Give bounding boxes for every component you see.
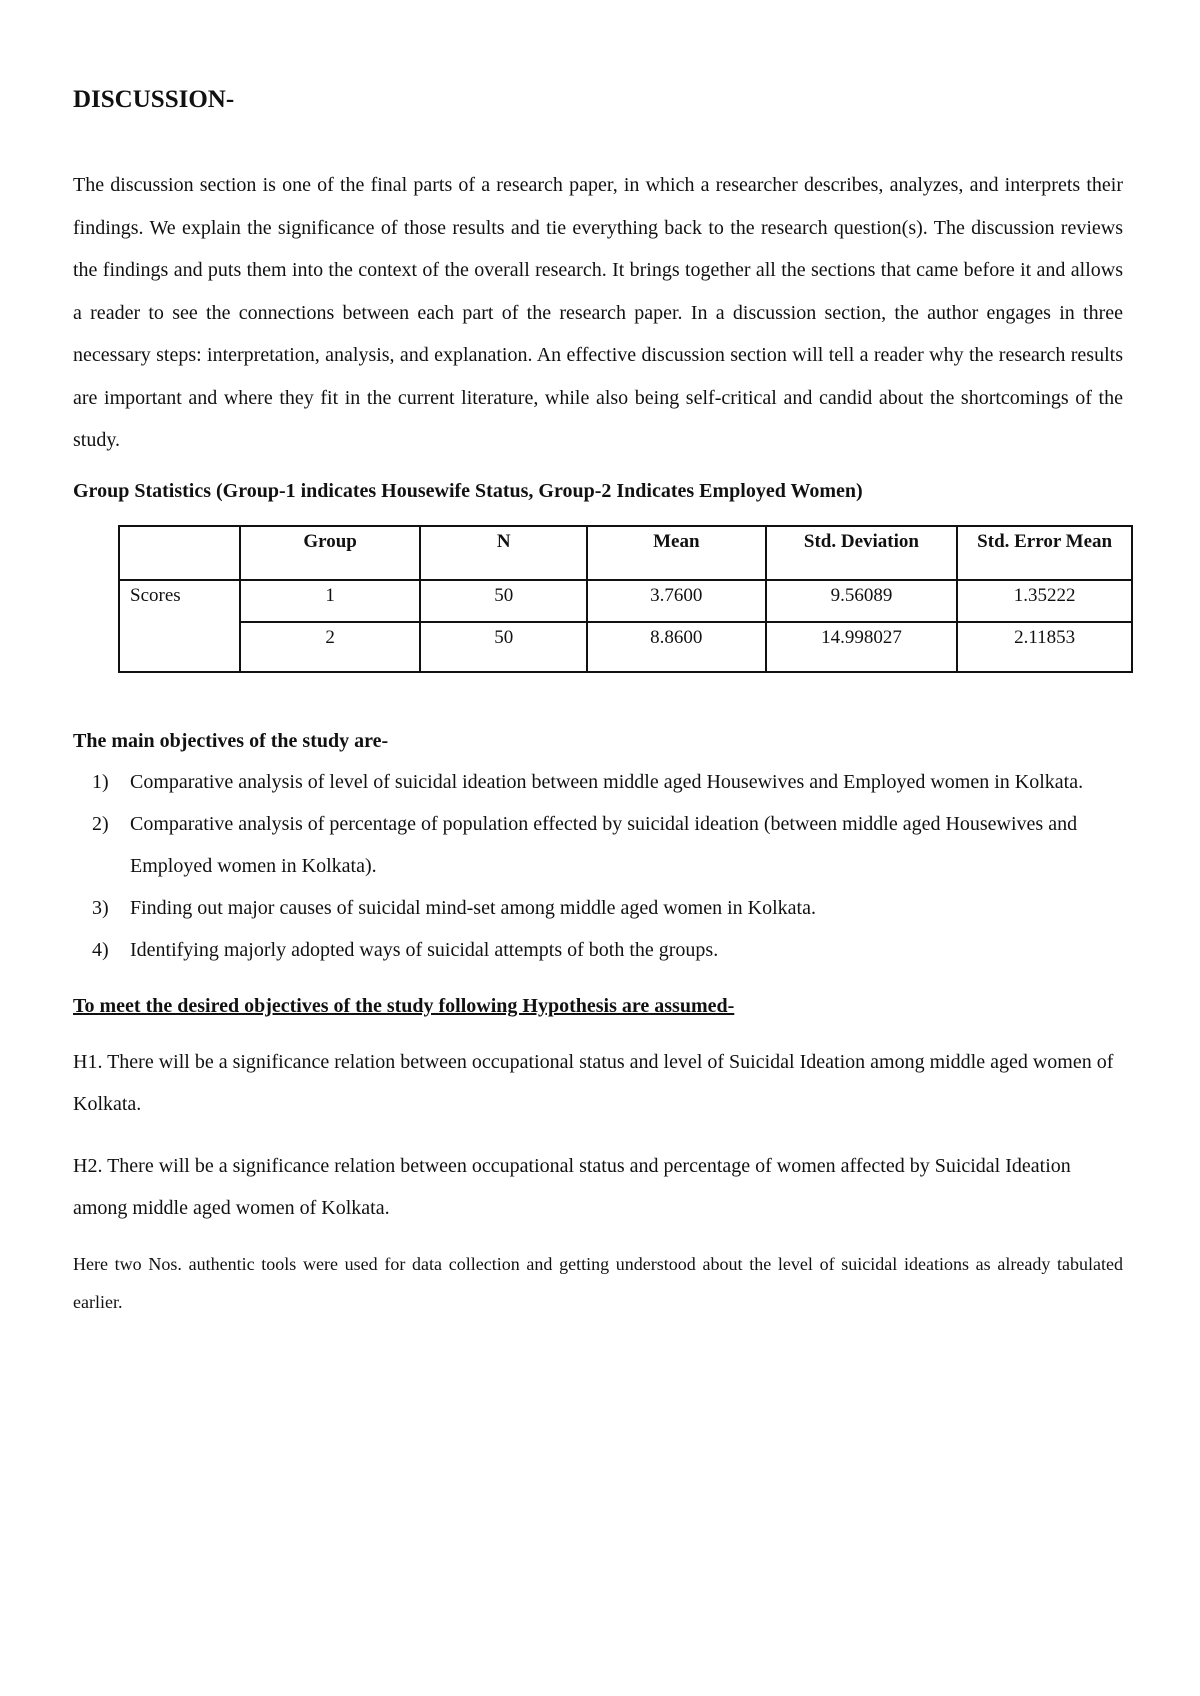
table-header-cell <box>119 526 240 580</box>
list-item-text: Finding out major causes of suicidal mind-set among middle aged women in Kolkata. <box>130 896 816 919</box>
table-cell: 1.35222 <box>957 580 1132 622</box>
table-header-cell: Std. Deviation <box>766 526 958 580</box>
list-item-text: Comparative analysis of level of suicidal ideation between middle aged Housewives and Employed women in Kolkata. <box>130 770 1084 793</box>
section-heading: DISCUSSION- <box>73 86 235 113</box>
table-header-cell: Mean <box>587 526 766 580</box>
closing-paragraph: Here two Nos. authentic tools were used for data collection and getting understood about the level of suicidal ideations as already tabulated earlier. <box>73 1253 1123 1312</box>
list-item-text: Comparative analysis of percentage of population effected by suicidal ideation (between middle aged Housewives and Employed women in Kolkata). <box>130 812 1078 877</box>
table-header-cell: N <box>420 526 587 580</box>
list-item <box>73 803 1130 887</box>
table-header-row <box>119 526 1132 580</box>
table-cell: 2.11853 <box>957 622 1132 672</box>
intro-paragraph: The discussion section is one of the final parts of a research paper, in which a researcher describes, analyzes, and interprets their findings. We explain the significance of those results and tie everything back to the research question(s). The discussion reviews the findings and puts them into the context of the overall research. It brings together all the sections that came before it and allows a reader to see the connections between each part of the research paper. In a discussion section, the author engages in three necessary steps: interpretation, analysis, and explanation. An effective discussion section will tell a reader why the research results are important and where they fit in the current literature, while also being self-critical and candid about the shortcomings of the study. <box>73 174 1123 451</box>
objectives-list <box>73 761 1123 971</box>
table-cell: 1 <box>240 580 421 622</box>
table-cell: 3.7600 <box>587 580 766 622</box>
hypothesis-heading: To meet the desired objectives of the study following Hypothesis are assumed- <box>73 994 735 1017</box>
table-title: Group Statistics (Group-1 indicates Housewife Status, Group-2 Indicates Employed Women) <box>73 479 863 502</box>
table-row-label: Scores <box>119 580 240 672</box>
table-cell: 9.56089 <box>766 580 958 622</box>
table-cell: 14.998027 <box>766 622 958 672</box>
table-cell: 50 <box>420 622 587 672</box>
table-header-cell: Group <box>240 526 421 580</box>
table-row <box>119 580 1132 622</box>
table-cell: 2 <box>240 622 421 672</box>
list-item-number: 4) <box>92 938 109 961</box>
document-page <box>73 78 1123 1321</box>
table-row <box>119 622 1132 672</box>
objectives-heading: The main objectives of the study are- <box>73 729 389 752</box>
group-statistics-table <box>118 525 1133 673</box>
list-item <box>73 929 1130 971</box>
table-cell: 50 <box>420 580 587 622</box>
table-header-cell: Std. Error Mean <box>957 526 1132 580</box>
hypothesis-2: H2. There will be a significance relation between occupational status and percentage of women affected by Suicidal Ideation among middle aged women of Kolkata. <box>73 1154 1071 1219</box>
list-item <box>73 761 1130 803</box>
list-item-number: 3) <box>92 896 109 919</box>
table-cell: 8.8600 <box>587 622 766 672</box>
list-item <box>73 887 1130 929</box>
list-item-number: 1) <box>92 770 109 793</box>
hypothesis-1: H1. There will be a significance relation between occupational status and level of Suicidal Ideation among middle aged women of Kolkata. <box>73 1050 1114 1115</box>
list-item-number: 2) <box>92 812 109 835</box>
list-item-text: Identifying majorly adopted ways of suicidal attempts of both the groups. <box>130 938 719 961</box>
